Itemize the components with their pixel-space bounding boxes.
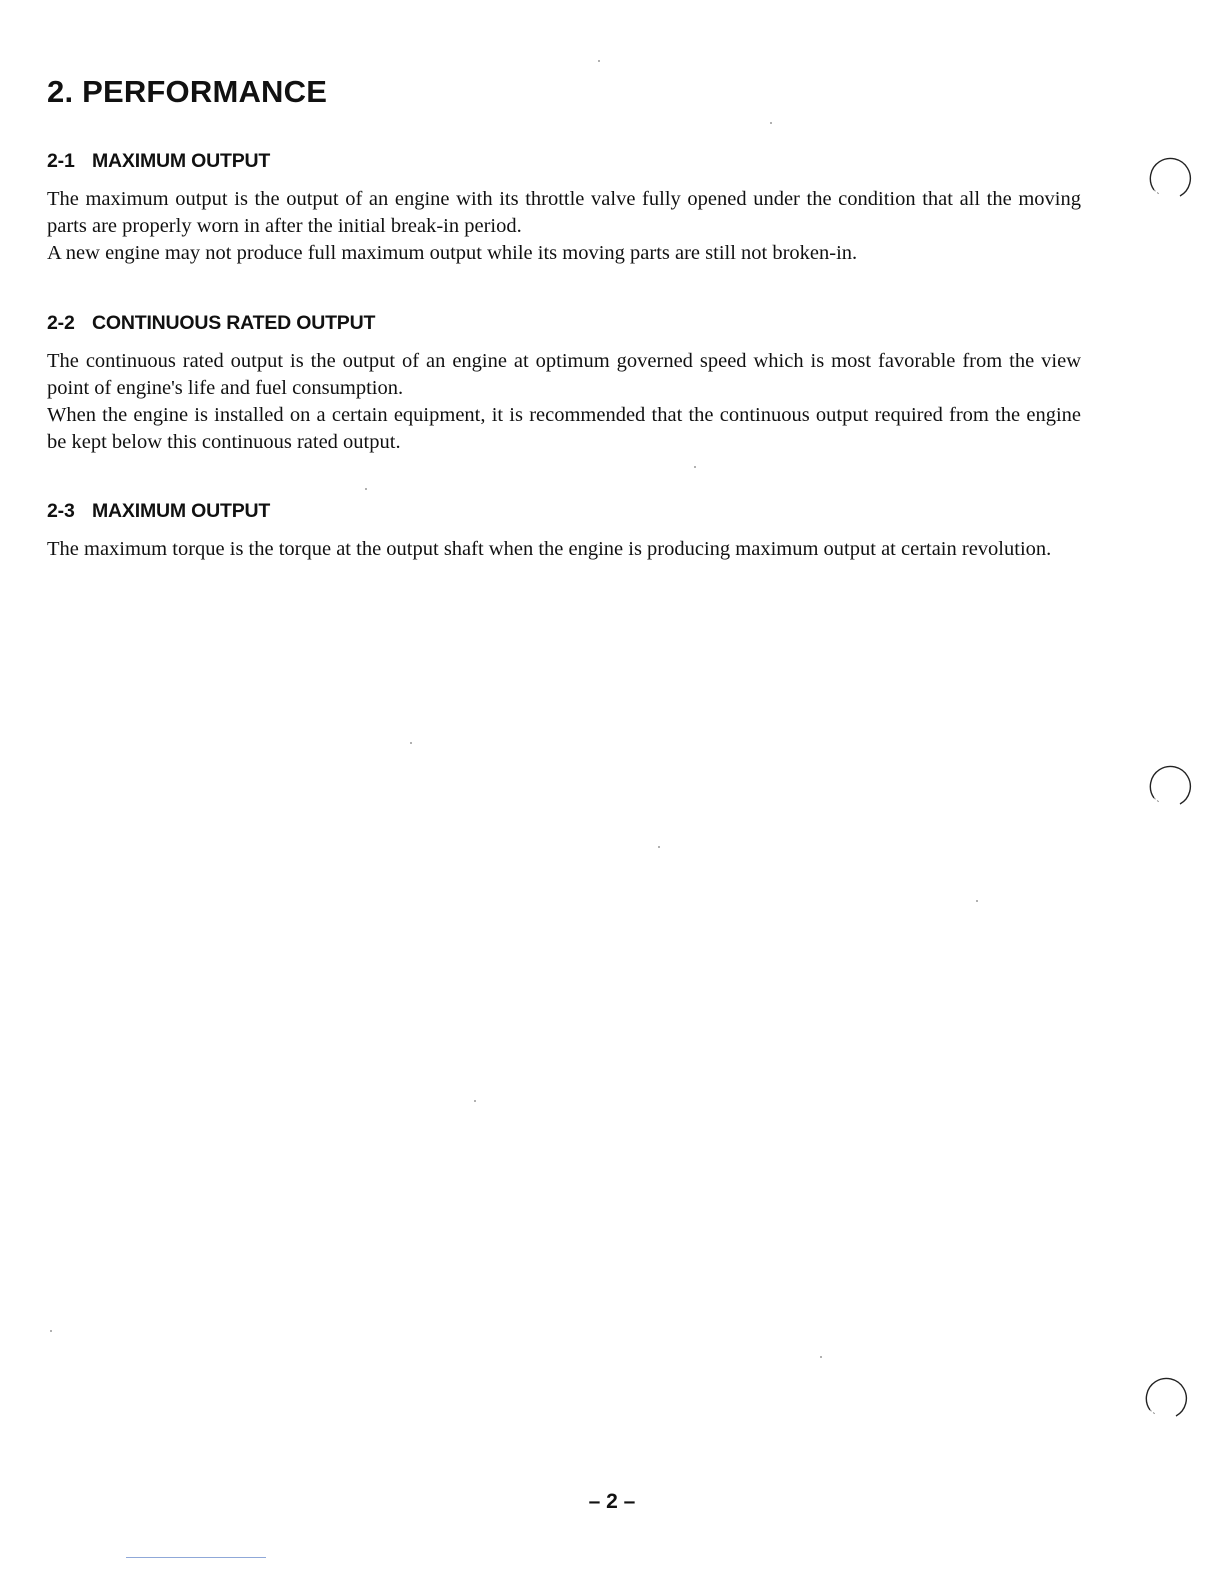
section-heading <box>47 150 1081 173</box>
section-heading <box>47 312 1081 335</box>
section-title: CONTINUOUS RATED OUTPUT <box>92 312 376 334</box>
scan-speck <box>50 1330 52 1332</box>
scan-speck <box>410 742 412 744</box>
scan-speck <box>474 1100 476 1102</box>
paragraph: A new engine may not produce full maximum output while its moving parts are still not broken-in. <box>47 242 858 264</box>
paragraph: When the engine is installed on a certain equipment, it is recommended that the continuous output required from the engine be kept below this continuous rated output. <box>47 404 1081 453</box>
scan-speck <box>820 1356 822 1358</box>
scan-speck <box>598 60 600 62</box>
punch-hole-icon <box>1146 156 1192 202</box>
scan-speck <box>658 846 660 848</box>
punch-hole-icon <box>1146 764 1192 810</box>
paragraph: The maximum torque is the torque at the output shaft when the engine is producing maximum output at certain revolution. <box>47 538 1052 560</box>
bottom-rule <box>126 1557 266 1558</box>
section-title: MAXIMUM OUTPUT <box>92 150 271 172</box>
punch-hole-icon <box>1142 1376 1188 1422</box>
section-heading <box>47 500 1081 523</box>
section-number: 2-1 <box>47 150 75 172</box>
page-number: – 2 – <box>588 1490 636 1513</box>
page-title: 2. PERFORMANCE <box>47 74 328 109</box>
section-maximum-torque <box>47 500 1081 563</box>
scan-speck <box>770 122 772 124</box>
section-number: 2-3 <box>47 500 75 522</box>
section-title: MAXIMUM OUTPUT <box>92 500 271 522</box>
scan-speck <box>976 900 978 902</box>
section-continuous-rated-output <box>47 312 1081 456</box>
scan-speck <box>694 466 696 468</box>
section-number: 2-2 <box>47 312 75 334</box>
scan-speck <box>365 488 367 490</box>
paragraph: The maximum output is the output of an engine with its throttle valve fully opened under the condition that all the moving parts are properly worn in after the initial break-in period. <box>47 188 1081 237</box>
section-maximum-output <box>47 150 1081 267</box>
paragraph: The continuous rated output is the output of an engine at optimum governed speed which is most favorable from the view point of engine's life and fuel consumption. <box>47 350 1081 399</box>
